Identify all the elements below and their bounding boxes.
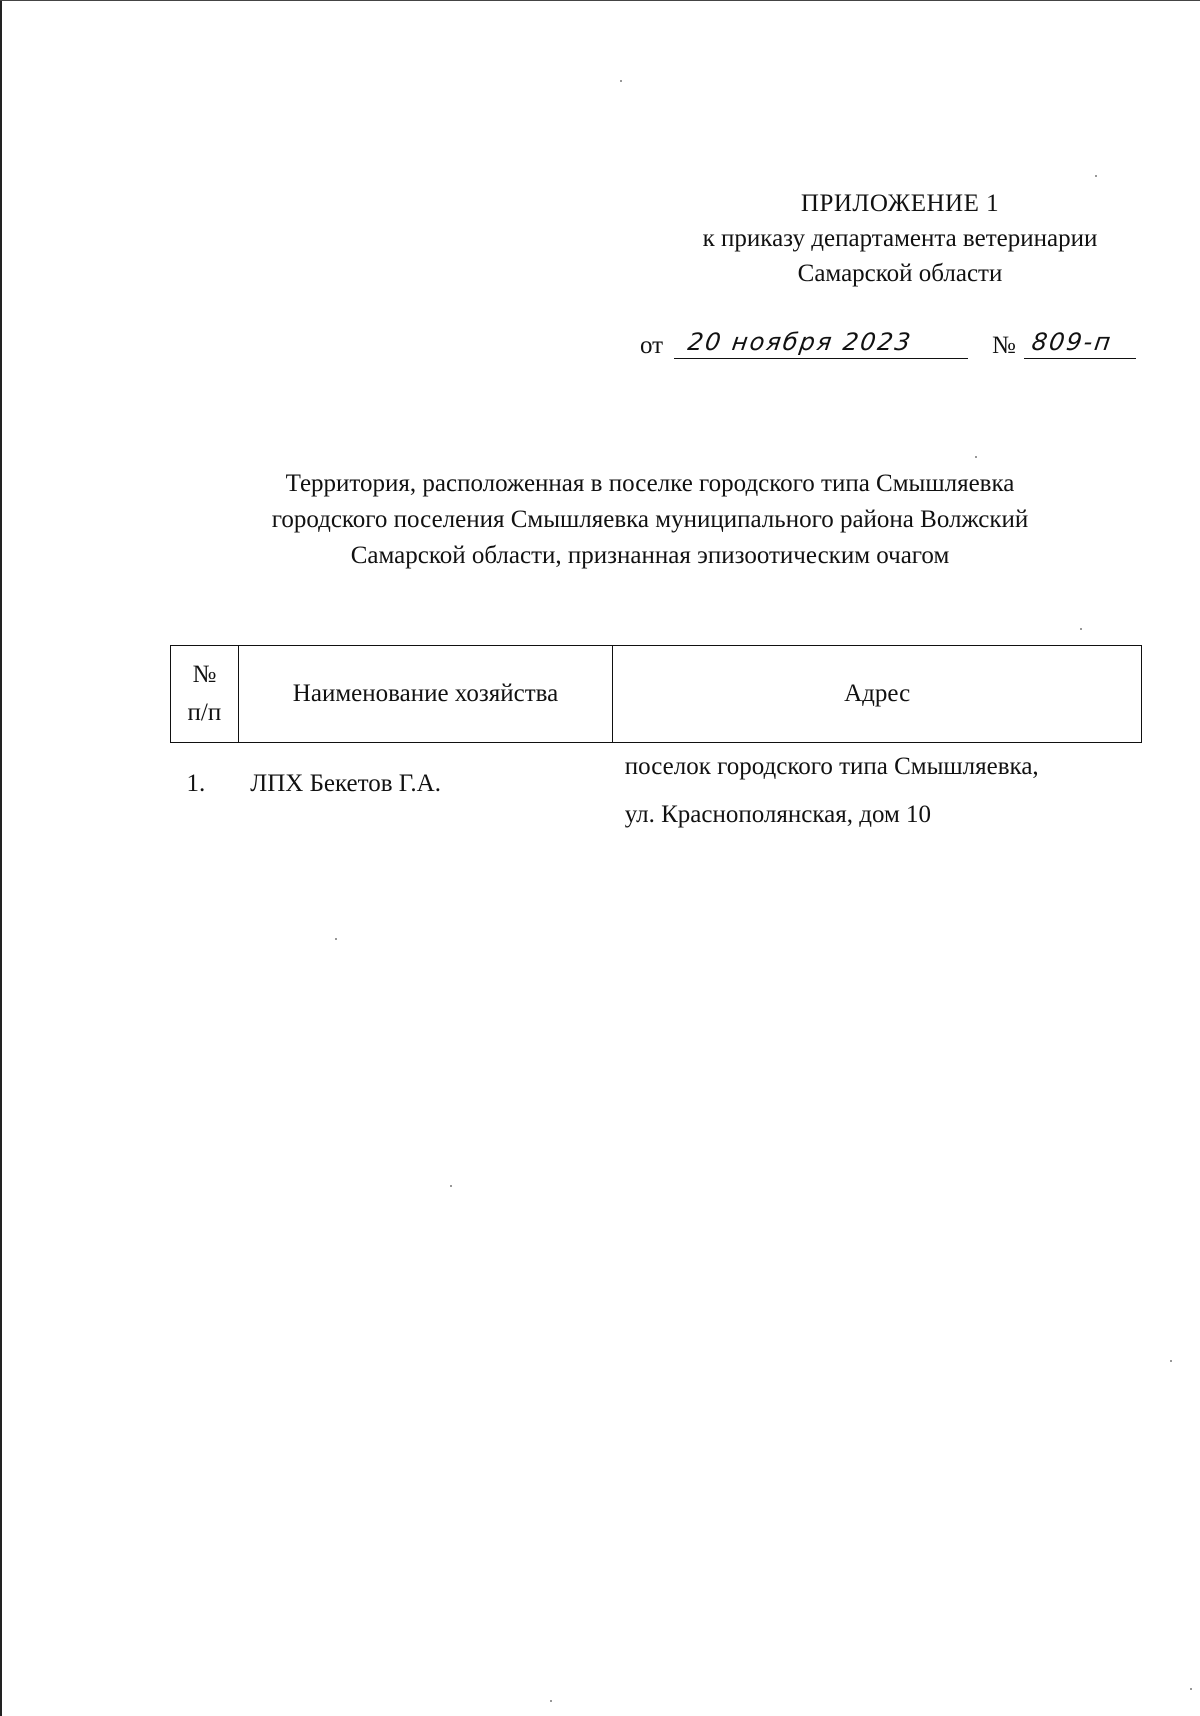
header-number-symbol: № — [192, 661, 217, 688]
document-heading — [150, 466, 1150, 574]
scan-border-left — [0, 0, 2, 1716]
scan-speck — [550, 1700, 552, 1702]
heading-line-3: Самарской области, признанная эпизоотическим очагом — [350, 542, 950, 569]
scan-speck — [1095, 175, 1097, 177]
order-number-handwritten: 809-п — [1030, 328, 1115, 356]
order-reference — [640, 328, 1160, 368]
order-date-field — [674, 328, 968, 359]
appendix-header — [640, 186, 1160, 291]
order-number-label: № — [992, 332, 1016, 359]
scan-speck — [620, 80, 622, 82]
header-farm-name: Наименование хозяйства — [238, 646, 612, 743]
order-date-handwritten: 20 ноября 2023 — [686, 328, 915, 356]
scan-speck — [1190, 1688, 1192, 1690]
appendix-line-1: к приказу департамента ветеринарии — [702, 225, 1098, 252]
scan-speck — [450, 1185, 452, 1187]
table-header-row — [171, 646, 1142, 743]
scan-speck — [975, 456, 977, 458]
row-address-line-2: ул. Краснополянская, дом 10 — [624, 801, 932, 828]
header-number — [171, 646, 239, 743]
heading-line-1: Территория, расположенная в поселке городского типа Смышляевка — [285, 470, 1015, 497]
scan-speck — [335, 938, 337, 940]
scan-border-top — [0, 0, 1200, 1]
header-address: Адрес — [613, 646, 1142, 743]
heading-line-2: городского поселения Смышляевка муниципального района Волжский — [271, 506, 1029, 533]
records-table — [170, 645, 1142, 839]
row-number: 1. — [186, 770, 206, 797]
table-row — [171, 743, 1142, 840]
row-address — [613, 743, 1142, 840]
header-number-pp: п/п — [187, 699, 222, 726]
row-farm-name: ЛПХ Бекетов Г.А. — [250, 770, 441, 797]
row-address-line-1: поселок городского типа Смышляевка, — [624, 753, 1039, 780]
scan-speck — [1080, 628, 1082, 630]
order-from-label: от — [640, 332, 664, 359]
appendix-title: ПРИЛОЖЕНИЕ 1 — [800, 190, 1000, 217]
scan-speck — [1170, 1360, 1172, 1362]
appendix-line-2: Самарской области — [797, 260, 1003, 287]
order-number-field — [1024, 328, 1136, 359]
